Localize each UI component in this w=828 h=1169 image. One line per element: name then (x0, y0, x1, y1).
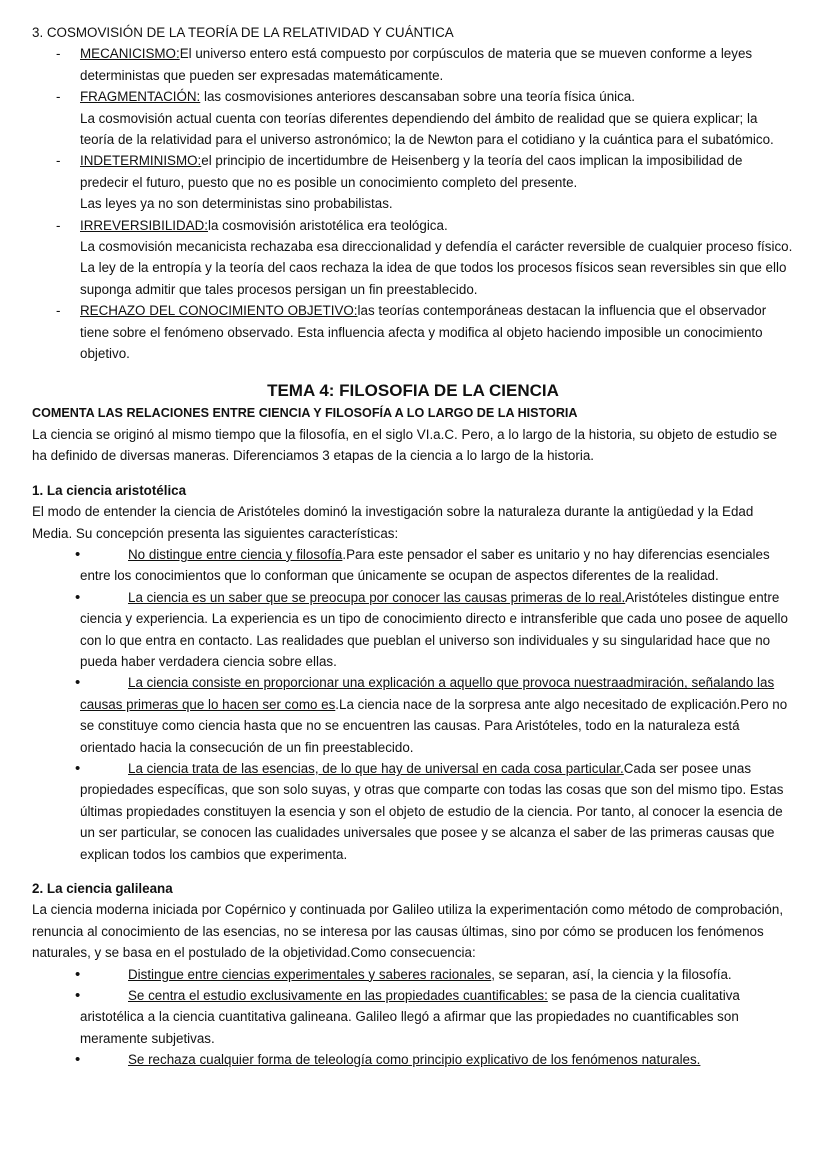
term-mecanicismo: MECANICISMO: (80, 46, 180, 62)
underlined-text: La ciencia consiste en proporcionar una explicación a aquello que provoca nuestraadmiración, señalando las causas primeras que lo hacen ser como es (80, 675, 775, 712)
underlined-text: Se centra el estudio exclusivamente en las propiedades cuantificables: (128, 988, 548, 1004)
list-item (80, 964, 794, 985)
underlined-text: La ciencia trata de las esencias, de lo que hay de universal en cada cosa particular. (128, 761, 624, 776)
aristotelica-list (32, 544, 794, 865)
galileana-intro: La ciencia moderna iniciada por Copérnico y continuada por Galileo utiliza la experimentación como método de comprobación, renuncia al conocimiento de las esencias, no se interesa por las causas últimas, sino por cómo se producen los fenómenos naturales, y se basa en el postulado de la objetividad.Como consecuencia: (32, 902, 784, 961)
item-text: .La ciencia nace de la sorpresa ante algo necesitado de explicación.Pero no se constituye como ciencia hasta que no se encuentren las causas. Para Aristóteles, todo en la naturaleza está orientado hacia la consecución de un fin preestablecido. (80, 696, 788, 755)
term-fragmentacion: FRAGMENTACIÓN: (80, 89, 201, 105)
underlined-text: No distingue entre ciencia y filosofía (128, 546, 343, 562)
galileana-list (32, 964, 794, 1071)
text-indeterminismo-2: Las leyes ya no son deterministas sino probabilistas. (80, 196, 393, 212)
list-item-fragmentacion (80, 86, 794, 150)
text-mecanicismo: El universo entero está compuesto por corpúsculos de materia que se mueven conforme a leyes deterministas que pueden ser expresadas matemáticamente. (80, 46, 753, 83)
text-rechazo: las teorías contemporáneas destacan la influencia que el observador tiene sobre el fenómeno observado. Esta influencia afecta y modifica al objeto haciendo imposible un conocimiento objetivo. (80, 303, 767, 362)
list-item (80, 544, 794, 587)
intro-paragraph: La ciencia se originó al mismo tiempo que la filosofía, en el siglo VI.a.C. Pero, a lo largo de la historia, su objeto de estudio se ha definido de diversas maneras. Diferenciamos 3 etapas de la ciencia a lo largo de la historia. (32, 426, 778, 464)
term-irreversibilidad: IRREVERSIBILIDAD: (80, 217, 208, 233)
list-item (80, 587, 794, 673)
text-irreversibilidad-1: la cosmovisión aristotélica era teológica. (208, 217, 448, 233)
list-item (80, 985, 794, 1049)
underlined-text: Distingue entre ciencias experimentales y saberes racionales (128, 966, 492, 982)
list-item (80, 758, 794, 865)
list-item-rechazo (80, 300, 794, 364)
term-indeterminismo: INDETERMINISMO: (80, 153, 202, 169)
text-irreversibilidad-2: La cosmovisión mecanicista rechazaba esa direccionalidad y defendía el carácter reversible de cualquier proceso físico. (80, 239, 793, 255)
text-indeterminismo-1: el principio de incertidumbre de Heisenberg y la teoría del caos implican la imposibilidad de predecir el futuro, puesto que no es posible un conocimiento completo del presente. (80, 153, 743, 190)
section-3-title: 3. COSMOVISIÓN DE LA TEORÍA DE LA RELATIVIDAD Y CUÁNTICA (32, 25, 454, 40)
text-fragmentacion-2: La cosmovisión actual cuenta con teorías diferentes dependiendo del ámbito de realidad que se quiera explicar; la teoría de la relatividad para el universo astronómico; la de Newton para el cotidiano y la cuántica para el subatómico. (80, 110, 774, 148)
item-text: se pasa de la ciencia cualitativa aristotélica a la ciencia cuantitativa galineana. Galileo llegó a afirmar que las propiedades no cuantificables son meramente subjetivas. (80, 988, 740, 1046)
cosmovision-list (32, 43, 794, 364)
list-item-irreversibilidad (80, 215, 794, 301)
aristotelica-intro: El modo de entender la ciencia de Aristóteles dominó la investigación sobre la naturaleza durante la antigüedad y la Edad Media. Su concepción presenta las siguientes características: (32, 504, 754, 541)
item-text: Cada ser posee unas propiedades específicas, que son solo suyas, y otras que comparte con todas las cosas que son del mismo tipo. Estas últimas propiedades constituyen la esencia y son el objeto de estudio de la ciencia. Por tanto, al conocer la esencia de un ser particular, se conocen las cualidades universales que posee y se alcanza el saber de las primeras causas que explican todos los cambios que experimenta. (80, 761, 784, 862)
question-heading: COMENTA LAS RELACIONES ENTRE CIENCIA Y FILOSOFÍA A LO LARGO DE LA HISTORIA (32, 405, 578, 420)
list-item-indeterminismo (80, 150, 794, 214)
text-fragmentacion-1: las cosmovisiones anteriores descansaban sobre una teoría física única. (200, 89, 635, 105)
item-text: Aristóteles distingue entre ciencia y experiencia. La experiencia es un tipo de conocimiento directo e intransferible que cada uno posee de aquello con lo que entra en contacto. Las realidades que pueblan el universo son individuales y su singularidad hace que no pueda haber verdadera ciencia sobre ellas. (80, 589, 788, 669)
term-rechazo: RECHAZO DEL CONOCIMIENTO OBJETIVO: (80, 303, 358, 319)
underlined-text: La ciencia es un saber que se preocupa por conocer las causas primeras de lo real. (128, 589, 626, 605)
underlined-text: Se rechaza cualquier forma de teleología como principio explicativo de los fenómenos naturales. (128, 1052, 701, 1068)
item-text: .Para este pensador el saber es unitario y no hay diferencias esenciales entre los conocimientos que lo conforman que únicamente se ocupan de aspectos diferentes de la realidad. (80, 546, 770, 584)
list-item (80, 672, 794, 758)
text-irreversibilidad-3: La ley de la entropía y la teoría del caos rechaza la idea de que todos los procesos físicos sean reversibles sin que ello suponga admitir que tales procesos persigan un fin preestablecido. (80, 260, 787, 297)
aristotelica-title: 1. La ciencia aristotélica (32, 482, 187, 498)
tema-4-title: TEMA 4: FILOSOFIA DE LA CIENCIA (267, 380, 559, 400)
list-item-mecanicismo (80, 43, 794, 86)
list-item (80, 1049, 794, 1070)
galileana-title: 2. La ciencia galileana (32, 881, 173, 897)
item-text: , se separan, así, la ciencia y la filosofía. (491, 966, 732, 982)
